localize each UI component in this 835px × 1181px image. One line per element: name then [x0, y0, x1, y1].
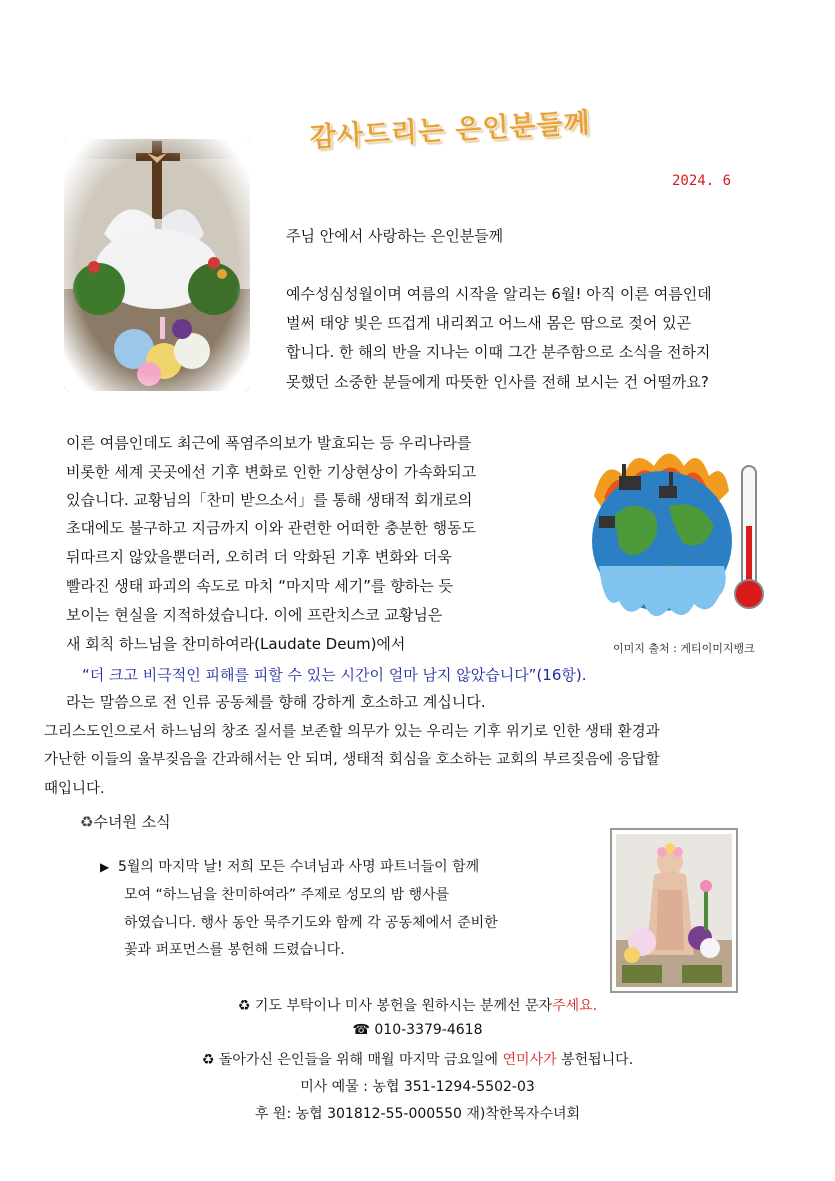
phone-icon: ☎	[352, 1022, 375, 1038]
body-line: 비롯한 세계 곳곳에선 기후 변화로 인한 기상현상이 가속화되고	[66, 463, 477, 481]
image-credit: 이미지 출처 : 게티이미지뱅크	[613, 642, 755, 655]
news-line: 모여 “하느님을 찬미하여라” 주제로 성모의 밤 행사를	[124, 887, 450, 903]
recycle-icon: ♻	[201, 1052, 219, 1068]
intro-line: 못했던 소중한 분들에게 따뜻한 인사를 전해 보시는 건 어떨까요?	[286, 373, 709, 391]
news-line: 하였습니다. 행사 동안 묵주기도와 함께 각 공동체에서 준비한	[124, 915, 498, 931]
body-line: 보이는 현실을 지적하셨습니다. 이에 프란치스코 교황님은	[66, 606, 443, 624]
recycle-icon: ♻	[237, 998, 255, 1014]
news-line: 5월의 마지막 날! 저희 모든 수녀님과 사명 파트너들이 함께	[118, 859, 480, 875]
mary-statue-photo	[610, 828, 738, 993]
prayer-request: ♻ 기도 부탁이나 미사 봉헌을 원하시는 분께선 문자주세요.	[237, 998, 598, 1014]
body-line: 초대에도 불구하고 지금까지 이와 관련한 어떠한 충분한 행동도	[66, 519, 477, 537]
body-line: 이른 여름인데도 최근에 폭염주의보가 발효되는 등 우리나라를	[66, 434, 472, 452]
intro-line: 합니다. 한 해의 반을 지나는 이때 그간 분주함으로 소식을 전하지	[286, 343, 711, 361]
phone-line	[0, 1022, 835, 1038]
greeting: 주님 안에서 사랑하는 은인분들께	[286, 227, 504, 245]
body-line: 가난한 이들의 울부짖음을 간과해서는 안 되며, 생태적 회심을 호소하는 교회의 부르짖음에 응답할	[44, 752, 660, 768]
altar-photo	[64, 139, 250, 391]
body-line: 라는 말씀으로 전 인류 공동체를 향해 강하게 호소하고 계십니다.	[66, 693, 486, 711]
mass-account: 미사 예물 : 농협 351-1294-5502-03	[300, 1079, 535, 1095]
body-line: 빨라진 생태 파괴의 속도로 마치 “마지막 세기”를 향하는 듯	[66, 577, 453, 595]
climate-illustration	[574, 436, 774, 628]
phone-number[interactable]: 010-3379-4618	[374, 1022, 483, 1038]
body-line: 뒤따르지 않았을뿐더러, 오히려 더 악화된 기후 변화와 더욱	[66, 548, 452, 566]
body-line: 때입니다.	[44, 781, 105, 797]
memorial-mass-note: ♻ 돌아가신 은인들을 위해 매월 마지막 금요일에 연미사가 봉헌됩니다.	[201, 1052, 634, 1068]
intro-line: 벌써 태양 빛은 뜨겁게 내리쬐고 어느새 몸은 땀으로 젖어 있곤	[286, 314, 692, 332]
news-heading: ♻수녀원 소식	[80, 813, 171, 831]
intro-line: 예수성심성월이며 여름의 시작을 알리는 6월! 아직 이른 여름인데	[286, 285, 712, 303]
recycle-icon: ♻	[80, 813, 94, 831]
news-line: 꽃과 퍼포먼스를 봉헌해 드렸습니다.	[124, 942, 345, 958]
triangle-bullet-icon: ▶	[100, 860, 110, 874]
body-line: 새 회칙 하느님을 찬미하여라(Laudate Deum)에서	[66, 635, 406, 653]
support-account: 후 원: 농협 301812-55-000550 재)착한목자수녀회	[254, 1106, 581, 1122]
body-line: 그리스도인으로서 하느님의 창조 질서를 보존할 의무가 있는 우리는 기후 위기로 인한 생태 환경과	[44, 724, 660, 740]
page-title: 감사드리는 은인분들께	[308, 107, 592, 154]
body-line: 있습니다. 교황님의「찬미 받으소서」를 통해 생태적 회개로의	[66, 491, 473, 509]
date: 2024. 6	[672, 173, 732, 189]
quote: “더 크고 비극적인 피해를 피할 수 있는 시간이 얼마 남지 않았습니다”(16항).	[82, 666, 587, 684]
